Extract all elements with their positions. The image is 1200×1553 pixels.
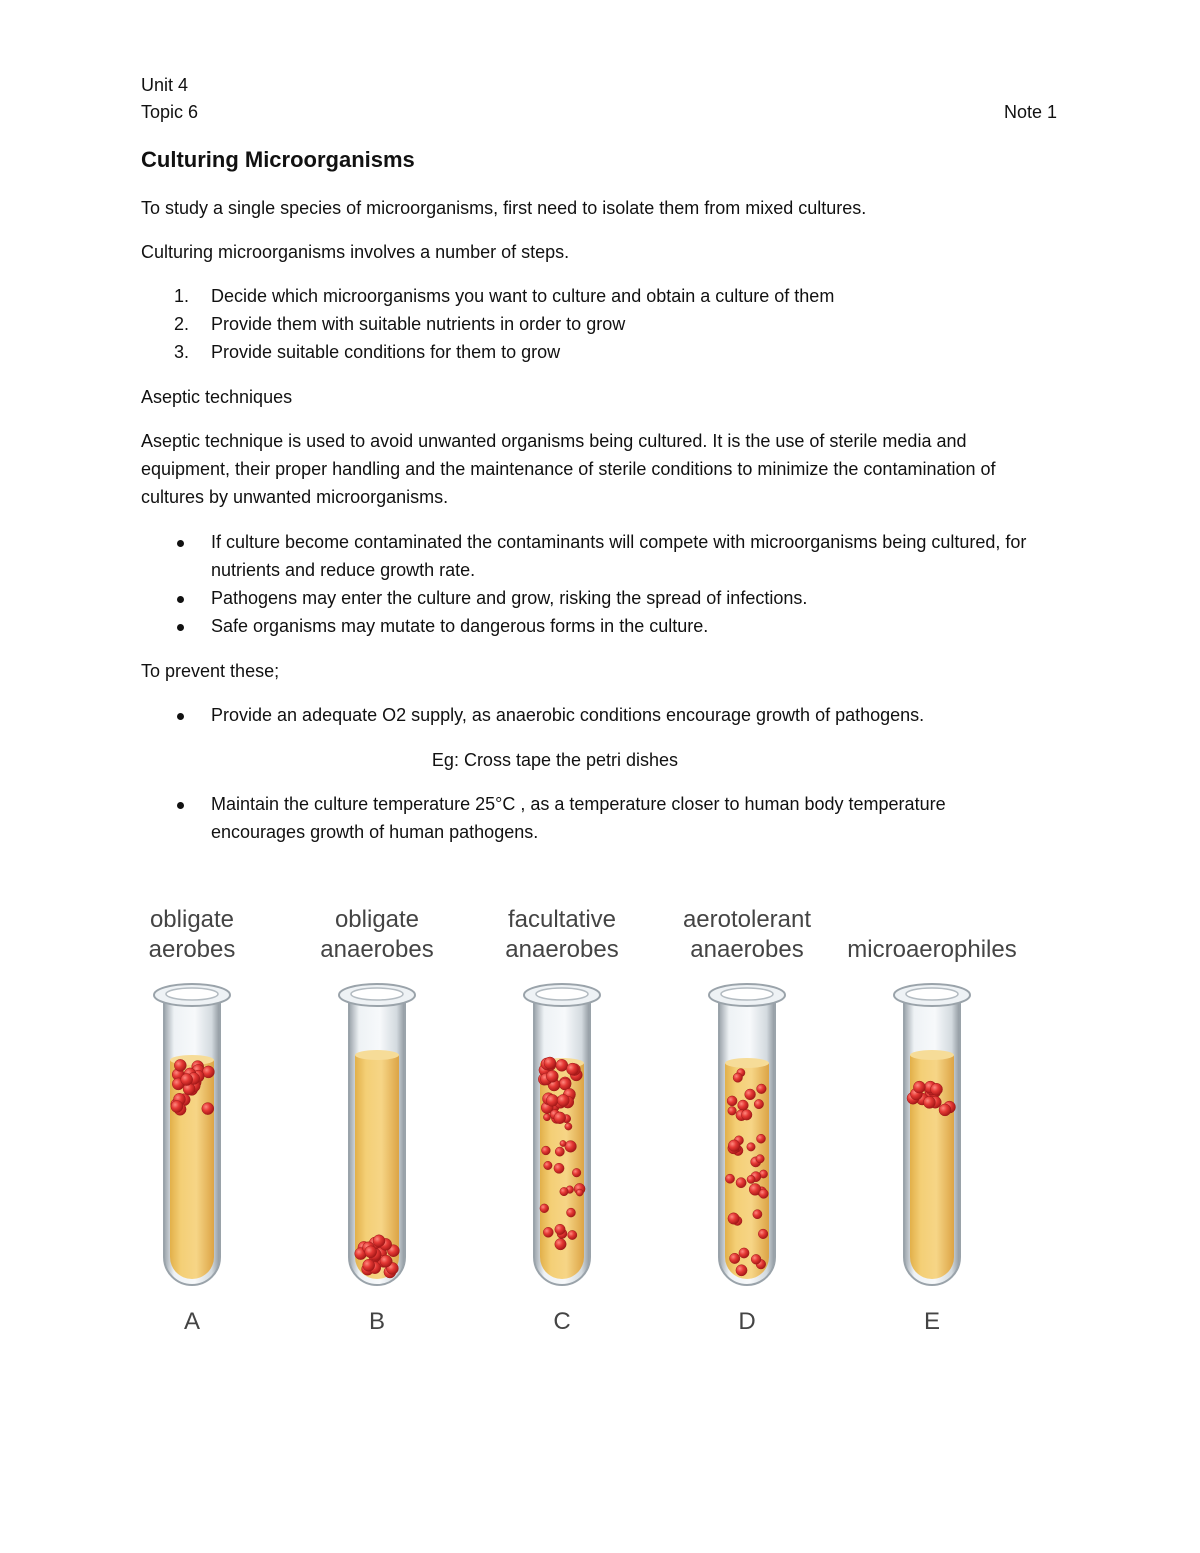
colony-dot (572, 1168, 581, 1177)
colony-dot (736, 1178, 746, 1188)
colony-dot (171, 1101, 183, 1113)
colony-dot (543, 1227, 553, 1237)
colony-dot (728, 1140, 740, 1152)
colony-dot (568, 1230, 577, 1239)
colony-dot (733, 1073, 742, 1082)
colony-dot (546, 1094, 558, 1106)
bullet-icon (177, 802, 184, 809)
colony-dot (725, 1174, 734, 1183)
colony-dot (554, 1163, 564, 1173)
prevent-intro: To prevent these; (141, 661, 280, 681)
colony-dot (747, 1175, 755, 1183)
list-item (141, 584, 1061, 612)
steps-intro: Culturing microorganisms involves a number of steps. (141, 242, 570, 262)
step-number: 3. (174, 342, 190, 362)
colony-dot (546, 1070, 558, 1082)
prevention-list-1 (141, 701, 1061, 729)
tube-label: microaerophiles (847, 936, 1017, 963)
tube-letter: E (923, 1308, 941, 1335)
colony-dot (544, 1161, 552, 1169)
intro-paragraph: To study a single species of microorganisms, first need to isolate them from mixed cultures. (141, 198, 867, 218)
colony-dot (555, 1239, 566, 1250)
tube-opening (536, 988, 588, 1000)
note-label: Note 1 (1003, 102, 1057, 122)
aseptic-definition: Aseptic technique is used to avoid unwanted organisms being cultured. It is the use of sterile media and equipment, their proper handling and the maintenance of sterile conditions to minimize the contamination of cultures by unwanted microorganisms. (141, 431, 996, 507)
tube-label: obligate (149, 906, 235, 933)
unit-label: Unit 4 (141, 75, 189, 95)
list-item (141, 790, 1031, 846)
colony-dot (567, 1063, 579, 1075)
colony-dot (560, 1140, 566, 1146)
colony-dot (555, 1147, 564, 1156)
tube-label: aerotolerant (682, 906, 812, 933)
colony-dot (939, 1104, 951, 1116)
colony-dot (565, 1123, 572, 1130)
tube-letter: C (553, 1308, 571, 1335)
step-number: 1. (174, 286, 190, 306)
colony-dot (747, 1143, 755, 1151)
colony-dot (556, 1059, 568, 1071)
list-item (141, 612, 1061, 640)
step-text: Provide them with suitable nutrients in order to grow (211, 314, 626, 334)
colony-dot (373, 1235, 385, 1247)
colony-dot (554, 1112, 566, 1124)
list-item (141, 701, 1061, 729)
colony-dot (181, 1074, 193, 1086)
colony-dot (567, 1208, 576, 1217)
prevention-example: Eg: Cross tape the petri dishes (431, 750, 679, 770)
colony-dot (736, 1265, 747, 1276)
colony-dot (727, 1096, 737, 1106)
tube-label: anaerobes (320, 936, 434, 963)
medium-surface (355, 1050, 399, 1060)
prevention-list-2 (141, 790, 1061, 846)
colony-dot (728, 1107, 737, 1116)
colony-dot (754, 1099, 763, 1108)
colony-dot (543, 1114, 550, 1121)
colony-dot (759, 1189, 768, 1198)
colony-dot (745, 1089, 756, 1100)
colony-dot (174, 1059, 186, 1071)
steps-list (141, 282, 1061, 366)
tube-label: anaerobes (690, 936, 804, 963)
colony-dot (728, 1213, 739, 1224)
colony-dot (560, 1187, 568, 1195)
tube-letter: D (738, 1308, 756, 1335)
tube-opening (351, 988, 403, 1000)
colony-dot (365, 1246, 377, 1258)
tube-label: aerobes (148, 936, 236, 963)
colony-dot (557, 1094, 569, 1106)
step-text: Provide suitable conditions for them to grow (211, 342, 561, 362)
colony-dot (757, 1084, 767, 1094)
colony-dot (923, 1096, 935, 1108)
bullet-icon (177, 540, 184, 547)
bullet-icon (177, 596, 184, 603)
colony-dot (738, 1100, 749, 1111)
colony-dot (753, 1210, 762, 1219)
page-title: Culturing Microorganisms (141, 147, 415, 172)
list-item (141, 338, 1061, 366)
risks-list (141, 528, 1061, 640)
medium-surface (725, 1058, 769, 1068)
colony-dot (758, 1229, 768, 1239)
risk-text: If culture become contaminated the contaminants will compete with microorganisms being cultured, for nutrients and reduce growth rate. (211, 532, 1027, 580)
tube-opening (721, 988, 773, 1000)
colony-dot (565, 1141, 577, 1153)
colony-dot (739, 1248, 749, 1258)
tube-opening (166, 988, 218, 1000)
topic-label: Topic 6 (141, 102, 199, 122)
colony-dot (757, 1134, 766, 1143)
tube-letter: B (368, 1308, 386, 1335)
colony-dot (576, 1189, 583, 1196)
test-tube-diagram (130, 895, 1070, 1345)
tube-letter: A (183, 1308, 201, 1335)
prevention-text: Maintain the culture temperature 25°C , as a temperature closer to human body temperature encourages growth of human pathogens. (211, 794, 946, 842)
risk-text: Safe organisms may mutate to dangerous forms in the culture. (211, 616, 709, 636)
list-item (141, 528, 1031, 584)
colony-dot (544, 1057, 556, 1069)
colony-dot (363, 1259, 375, 1271)
oxygen-requirement-figure (130, 895, 1070, 1345)
tube-label: obligate (334, 906, 420, 933)
list-item (141, 282, 1061, 310)
medium-surface (910, 1050, 954, 1060)
prevention-text: Provide an adequate O2 supply, as anaerobic conditions encourage growth of pathogens. (211, 705, 925, 725)
test-tube-a (149, 906, 236, 1335)
bullet-icon (177, 713, 184, 720)
risk-text: Pathogens may enter the culture and grow, risking the spread of infections. (211, 588, 808, 608)
colony-dot (555, 1224, 565, 1234)
colony-dot (730, 1253, 740, 1263)
colony-dot (540, 1204, 549, 1213)
colony-dot (542, 1146, 551, 1155)
test-tube-b (320, 906, 433, 1335)
test-tube-c (505, 906, 618, 1335)
colony-dot (913, 1081, 925, 1093)
tube-label: facultative (507, 906, 617, 933)
colony-dot (931, 1083, 943, 1095)
colony-dot (380, 1255, 392, 1267)
step-text: Decide which microorganisms you want to culture and obtain a culture of them (211, 286, 835, 306)
aseptic-heading: Aseptic techniques (141, 387, 293, 407)
colony-dot (756, 1155, 764, 1163)
tube-opening (906, 988, 958, 1000)
bullet-icon (177, 624, 184, 631)
colony-dot (202, 1103, 214, 1115)
list-item (141, 310, 1061, 338)
colony-dot (751, 1254, 761, 1264)
test-tube-d (683, 906, 811, 1335)
tube-label: anaerobes (505, 936, 619, 963)
colony-dot (741, 1110, 752, 1121)
test-tube-e (847, 936, 1016, 1335)
step-number: 2. (174, 314, 190, 334)
